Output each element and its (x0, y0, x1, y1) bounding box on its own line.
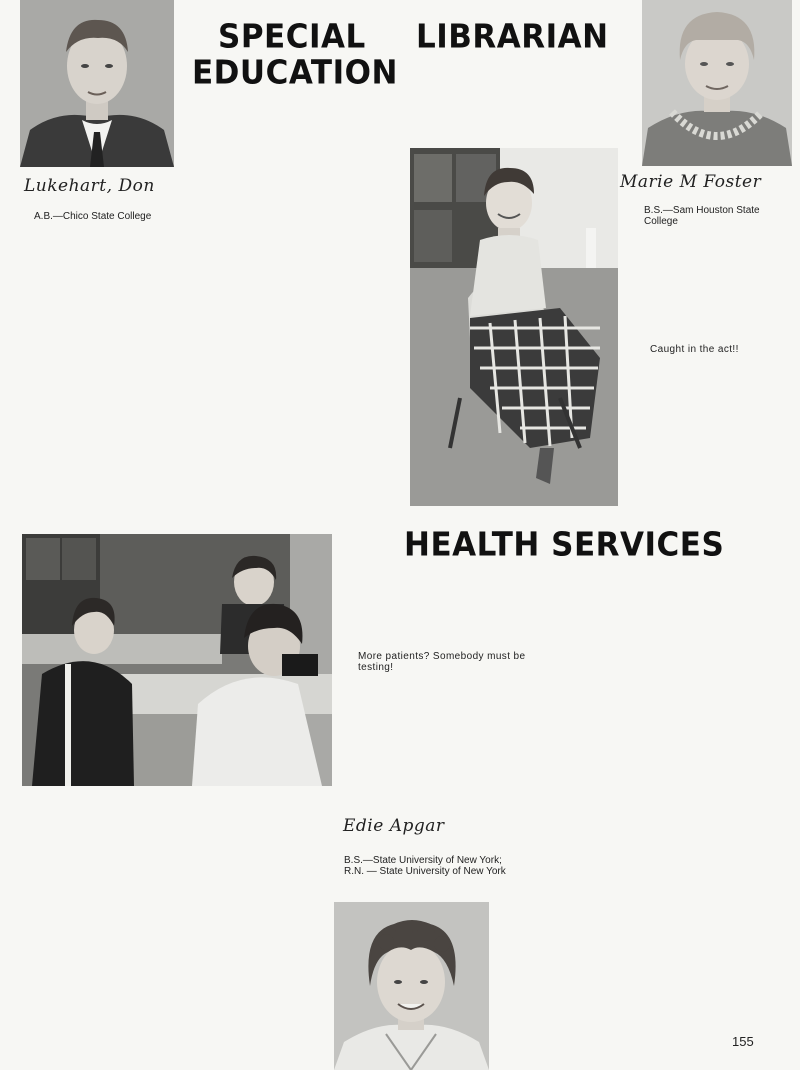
heading-health-services: HEALTH SERVICES (404, 526, 725, 564)
portrait-lukehart (20, 0, 174, 167)
signature-lukehart: Lukehart, Don (24, 176, 155, 196)
credentials-lukehart: A.B.—Chico State College (34, 211, 152, 222)
credentials-apgar: B.S.—State University of New York; R.N. — State University of New York (344, 855, 506, 877)
portrait-foster (642, 0, 792, 166)
signature-foster: Marie M Foster (620, 172, 762, 192)
caption-librarian-candid: Caught in the act!! (650, 344, 739, 355)
heading-education: EDUCATION (192, 54, 398, 92)
heading-special: SPECIAL (218, 18, 366, 56)
heading-librarian: LIBRARIAN (416, 18, 609, 56)
credentials-foster: B.S.—Sam Houston State College (644, 205, 760, 227)
caption-health-candid: More patients? Somebody must be testing! (358, 651, 526, 673)
photo-health-candid (22, 534, 332, 786)
page-number: 155 (732, 1034, 754, 1049)
photo-librarian-candid (410, 148, 618, 506)
signature-apgar: Edie Apgar (343, 816, 445, 836)
portrait-apgar (334, 902, 489, 1070)
